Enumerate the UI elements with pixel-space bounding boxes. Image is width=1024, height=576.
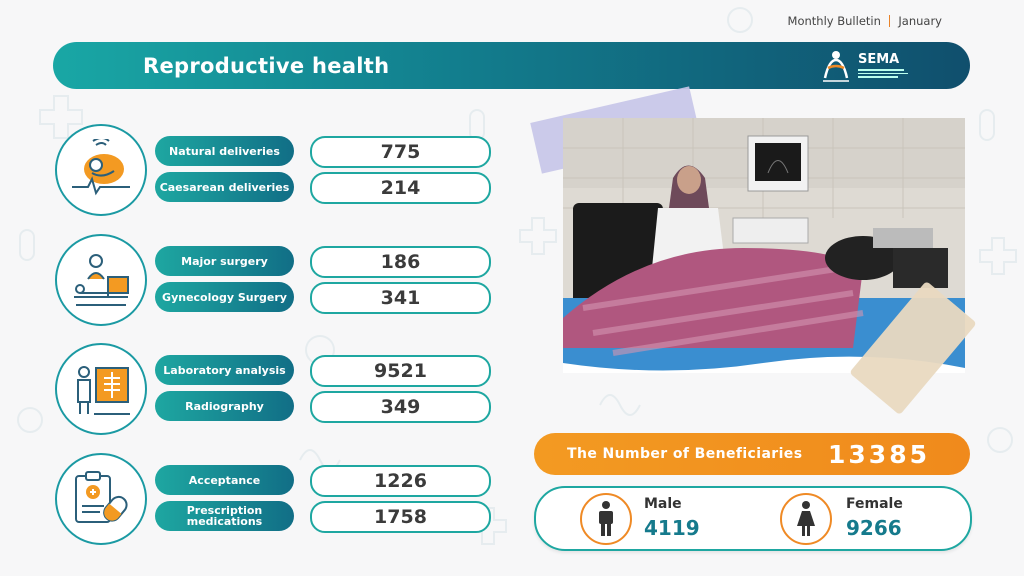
natural-deliveries-label: Natural deliveries bbox=[155, 136, 294, 166]
laboratory-analysis-label: Laboratory analysis bbox=[155, 355, 294, 385]
female-icon bbox=[794, 501, 818, 537]
laboratory-analysis-value: 9521 bbox=[310, 355, 491, 387]
beneficiaries-total: 13385 bbox=[828, 439, 930, 469]
bulletin-info bbox=[788, 14, 942, 28]
header-bar bbox=[53, 42, 970, 89]
gender-breakdown bbox=[534, 486, 972, 551]
radiography-label: Radiography bbox=[155, 391, 294, 421]
service-icon-circle bbox=[55, 234, 147, 326]
caesarean-deliveries-value: 214 bbox=[310, 172, 491, 204]
page-title: Reproductive health bbox=[143, 53, 390, 78]
beneficiaries-bar bbox=[534, 433, 970, 475]
male-label: Male bbox=[644, 496, 682, 512]
male-icon-circle bbox=[580, 493, 632, 545]
service-group-acceptance bbox=[55, 453, 495, 543]
male-value: 4119 bbox=[644, 516, 700, 540]
caesarean-deliveries-label: Caesarean deliveries bbox=[155, 172, 294, 202]
major-surgery-label: Major surgery bbox=[155, 246, 294, 276]
sema-logo bbox=[819, 48, 910, 84]
service-icon-circle bbox=[55, 453, 147, 545]
prescription-medications-label: Prescription medications bbox=[155, 501, 294, 531]
female-value: 9266 bbox=[846, 516, 902, 540]
acceptance-label: Acceptance bbox=[155, 465, 294, 495]
bulletin-month: January bbox=[898, 14, 942, 28]
female-label: Female bbox=[846, 496, 903, 512]
major-surgery-value: 186 bbox=[310, 246, 491, 278]
acceptance-value: 1226 bbox=[310, 465, 491, 497]
logo-subtitle bbox=[858, 69, 910, 78]
service-icon-circle bbox=[55, 124, 147, 216]
prescription-icon bbox=[70, 468, 132, 530]
bulletin-label: Monthly Bulletin bbox=[787, 14, 881, 28]
service-icon-circle bbox=[55, 343, 147, 435]
natural-deliveries-value: 775 bbox=[310, 136, 491, 168]
beneficiaries-label: The Number of Beneficiaries bbox=[567, 446, 803, 462]
xray-icon bbox=[70, 358, 132, 420]
logo-name: SEMA bbox=[858, 51, 900, 67]
gynecology-surgery-value: 341 bbox=[310, 282, 491, 314]
radiography-value: 349 bbox=[310, 391, 491, 423]
female-icon-circle bbox=[780, 493, 832, 545]
prescription-medications-value: 1758 bbox=[310, 501, 491, 533]
pregnancy-icon bbox=[70, 139, 132, 201]
service-group-deliveries bbox=[55, 124, 495, 214]
male-icon bbox=[594, 501, 618, 537]
gynecology-surgery-label: Gynecology Surgery bbox=[155, 282, 294, 312]
service-group-laboratory bbox=[55, 343, 495, 433]
logo-mark-icon bbox=[819, 48, 853, 84]
service-group-surgery bbox=[55, 234, 495, 324]
surgery-icon bbox=[70, 249, 132, 311]
bulletin-separator bbox=[889, 15, 891, 27]
